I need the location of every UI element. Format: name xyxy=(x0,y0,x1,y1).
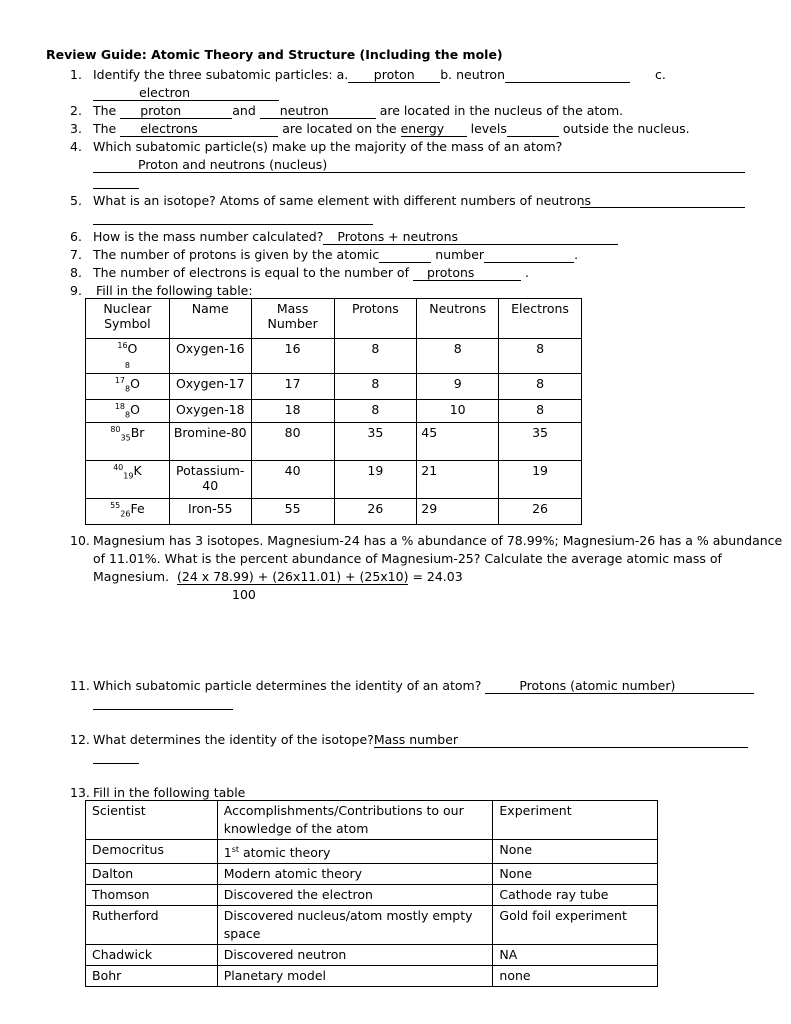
q10-line2: of 11.01%. What is the percent abundance of Magnesium-25? Calculate the average atomic mass of xyxy=(93,551,722,566)
electrons: 19 xyxy=(499,460,582,498)
header-neutrons: Neutrons xyxy=(417,299,499,339)
q1-answer-c: electron xyxy=(93,86,279,101)
isotope-name: Oxygen-17 xyxy=(169,374,251,400)
mass-number: 80 xyxy=(251,422,334,460)
protons: 8 xyxy=(334,374,417,400)
q6-number: 6. xyxy=(70,229,82,244)
accomplishment: 1st atomic theory xyxy=(217,840,493,864)
q2-number: 2. xyxy=(70,103,82,118)
accomplishment: Discovered nucleus/atom mostly empty space xyxy=(217,906,493,945)
accomplishment: Discovered neutron xyxy=(217,945,493,966)
scientist-name: Democritus xyxy=(86,840,218,864)
header-accomplishments: Accomplishments/Contributions to our knowledge of the atom xyxy=(217,801,493,840)
neutrons: 8 xyxy=(417,339,499,374)
table-row xyxy=(86,966,658,987)
q11-text: Which subatomic particle determines the identity of an atom? Protons (atomic number) xyxy=(93,678,754,694)
experiment: none xyxy=(493,966,658,987)
table-row xyxy=(86,422,582,460)
q5-text: What is an isotope? Atoms of same element with different numbers of neutrons xyxy=(93,193,592,208)
q3-answer-b: energy xyxy=(401,122,467,137)
q12-text: What determines the identity of the isotope?Mass number xyxy=(93,732,748,748)
protons: 8 xyxy=(334,400,417,423)
electrons: 8 xyxy=(499,374,582,400)
nuclear-symbol: $^{40}_{19}$K xyxy=(86,460,170,498)
header-nuclear-symbol: Nuclear Symbol xyxy=(86,299,170,339)
isotope-name: Oxygen-16 xyxy=(169,339,251,374)
protons: 26 xyxy=(334,498,417,524)
q10-result: = 24.03 xyxy=(412,569,463,584)
electrons: 8 xyxy=(499,339,582,374)
q3-number: 3. xyxy=(70,121,82,136)
nuclear-symbol: $^{55}_{26}$Fe xyxy=(86,498,170,524)
q2-answer-b: neutron xyxy=(260,104,376,119)
q5-number: 5. xyxy=(70,193,82,208)
scientist-table-header xyxy=(86,801,658,840)
scientist-name: Bohr xyxy=(86,966,218,987)
table-row xyxy=(86,885,658,906)
nuclear-symbol: $^{18}_8$O xyxy=(86,400,170,423)
experiment: NA xyxy=(493,945,658,966)
isotope-name: Iron-55 xyxy=(169,498,251,524)
neutrons: 29 xyxy=(417,498,499,524)
table-row xyxy=(86,498,582,524)
isotope-table xyxy=(85,298,582,525)
table-row xyxy=(86,374,582,400)
q7-number: 7. xyxy=(70,247,82,262)
isotope-name: Bromine-80 xyxy=(169,422,251,460)
q6-text: How is the mass number calculated? Protons + neutrons xyxy=(93,229,618,245)
isotope-name: Oxygen-18 xyxy=(169,400,251,423)
table-row xyxy=(86,400,582,423)
mass-number: 55 xyxy=(251,498,334,524)
header-electrons: Electrons xyxy=(499,299,582,339)
experiment: None xyxy=(493,840,658,864)
isotope-name: Potassium-40 xyxy=(169,460,251,498)
accomplishment: Modern atomic theory xyxy=(217,864,493,885)
neutrons: 21 xyxy=(417,460,499,498)
mass-number: 17 xyxy=(251,374,334,400)
scientist-name: Dalton xyxy=(86,864,218,885)
accomplishment: Discovered the electron xyxy=(217,885,493,906)
q12-number: 12. xyxy=(70,732,90,747)
q4-answer: Proton and neutrons (nucleus) xyxy=(138,157,328,172)
experiment: None xyxy=(493,864,658,885)
table-row xyxy=(86,460,582,498)
q1-number: 1. xyxy=(70,67,82,82)
protons: 35 xyxy=(334,422,417,460)
q7-text: The number of protons is given by the atomic number . xyxy=(93,247,579,262)
scientist-name: Thomson xyxy=(86,885,218,906)
electrons: 26 xyxy=(499,498,582,524)
header-protons: Protons xyxy=(334,299,417,339)
experiment: Cathode ray tube xyxy=(493,885,658,906)
q2-text: The proton and neutron are located in the nucleus of the atom. xyxy=(93,103,624,118)
q1-text: Identify the three subatomic particles: a. proton b. neutron xyxy=(93,67,630,83)
neutrons: 9 xyxy=(417,374,499,400)
scientist-name: Chadwick xyxy=(86,945,218,966)
q13-number: 13. xyxy=(70,785,90,800)
neutrons: 45 xyxy=(417,422,499,460)
q1-answer-c-line xyxy=(93,85,279,101)
nuclear-symbol: $^{16}$O 8 xyxy=(86,339,170,374)
scientist-table xyxy=(85,800,658,987)
neutrons: 10 xyxy=(417,400,499,423)
header-experiment: Experiment xyxy=(493,801,658,840)
table-row xyxy=(86,906,658,945)
protons: 19 xyxy=(334,460,417,498)
table-row xyxy=(86,864,658,885)
q11-number: 11. xyxy=(70,678,90,693)
q10-formula: (24 x 78.99) + (26x11.01) + (25x10) xyxy=(177,569,409,584)
experiment: Gold foil experiment xyxy=(493,906,658,945)
q8-number: 8. xyxy=(70,265,82,280)
q8-text: The number of electrons is equal to the number of protons . xyxy=(93,265,529,280)
table-row xyxy=(86,945,658,966)
q6-answer: Protons + neutrons xyxy=(323,230,618,245)
q10-denominator: 100 xyxy=(232,587,256,602)
q13-text: Fill in the following table xyxy=(93,785,246,800)
q11-answer: Protons (atomic number) xyxy=(485,679,754,694)
header-name: Name xyxy=(169,299,251,339)
q8-answer: protons xyxy=(413,266,521,281)
q10-line1: Magnesium has 3 isotopes. Magnesium-24 has a % abundance of 78.99%; Magnesium-26 has a % abundance xyxy=(93,533,783,548)
electrons: 35 xyxy=(499,422,582,460)
q3-answer-a: electrons xyxy=(120,122,278,137)
accomplishment: Planetary model xyxy=(217,966,493,987)
mass-number: 18 xyxy=(251,400,334,423)
table-row xyxy=(86,339,582,374)
page-title: Review Guide: Atomic Theory and Structure (Including the mole) xyxy=(46,47,503,62)
q3-text: The electrons are located on the energy levels outside the nucleus. xyxy=(93,121,690,136)
q1-answer-a: proton xyxy=(348,68,440,83)
header-mass-number: Mass Number xyxy=(251,299,334,339)
protons: 8 xyxy=(334,339,417,374)
mass-number: 40 xyxy=(251,460,334,498)
q10-number: 10. xyxy=(70,533,90,548)
header-scientist: Scientist xyxy=(86,801,218,840)
q9-text: Fill in the following table: xyxy=(96,283,253,298)
nuclear-symbol: $^{80}_{35}$Br xyxy=(86,422,170,460)
q4-text: Which subatomic particle(s) make up the majority of the mass of an atom? xyxy=(93,139,563,154)
nuclear-symbol: $^{17}_8$O xyxy=(86,374,170,400)
mass-number: 16 xyxy=(251,339,334,374)
q4-number: 4. xyxy=(70,139,82,154)
isotope-table-header xyxy=(86,299,582,339)
electrons: 8 xyxy=(499,400,582,423)
scientist-name: Rutherford xyxy=(86,906,218,945)
q1-c-label: c. xyxy=(655,67,666,82)
q12-answer: Mass number xyxy=(374,733,748,748)
table-row xyxy=(86,840,658,864)
q10-line3: Magnesium. (24 x 78.99) + (26x11.01) + (25x10) = 24.03 xyxy=(93,569,463,584)
q9-number: 9. xyxy=(70,283,82,298)
q2-answer-a: proton xyxy=(120,104,232,119)
